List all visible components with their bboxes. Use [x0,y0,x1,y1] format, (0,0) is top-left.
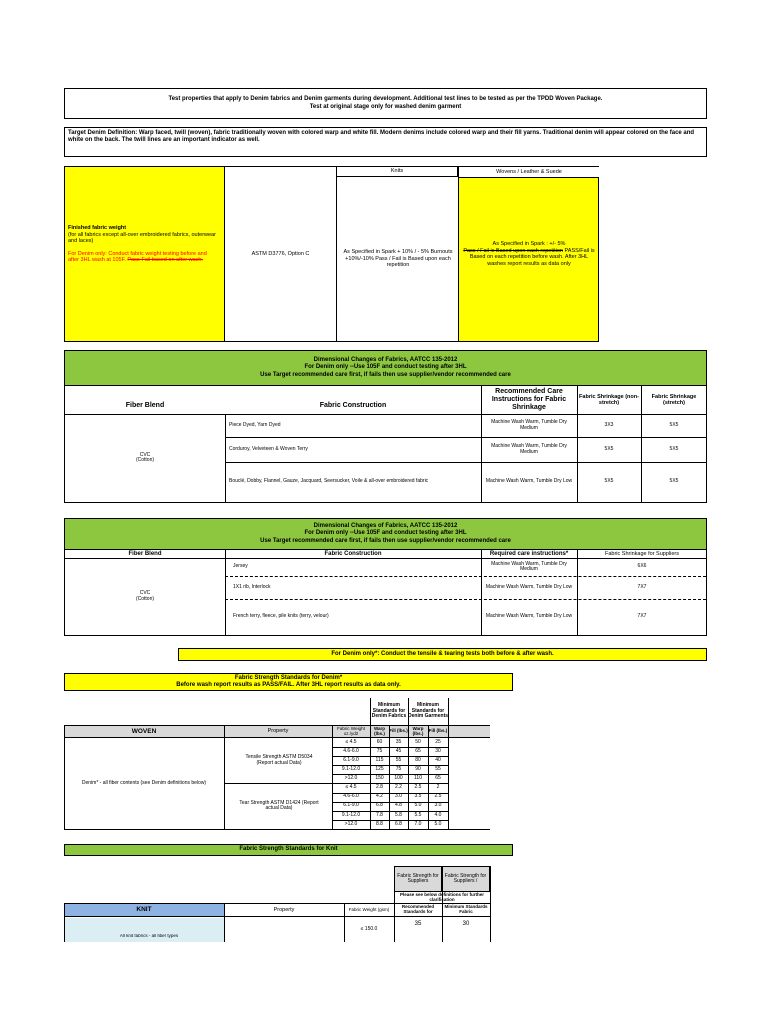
dim2-row-2-value: 7X7 [637,613,647,620]
dim1-row-0-construction: Piece Dyed, Yarn Dyed [229,421,281,428]
strength-row-8-col-2: 5.8 [395,811,402,818]
dim1-fiber-name: CVC [139,451,151,458]
dim2-h-suppliers: Fabric Shrinkage for Suppliers [605,550,679,557]
strength-row-3-col-2: 75 [395,766,402,773]
strength-row-4-col-2: 100 [394,775,403,782]
definition-text: Target Denim Definition: Warp faced, twill (woven), fabric traditionally woven with colored warp and white fill. Modern denims include colored warp and their fill yarns. Traditional denim will appear colored on the face and white on the back. The twill lines are an important indicator as well. [68,130,695,144]
dim2-row-2-care: Machine Wash Warm, Tumble Dry Low [485,613,573,620]
dim2-row-0-value: 6X6 [637,563,647,570]
dim2-title [64,518,707,550]
dim2-row-1-construction: 1X1 rib, Interlock [233,583,271,590]
knit-h-suppliers: Fabric Strength for Suppliers [394,866,442,892]
strength-row-9-col-2: 6.8 [395,820,402,827]
weight-wovens-rest: PASS/Fail is Based on each repetition before wash. After 3HL washes report results as data only [469,247,595,267]
strength-row-2-col-3: 80 [415,756,421,763]
strength-row-3-col-0: 9.1-12.0 [341,766,361,773]
strength-tear: Tear Strength ASTM D1424 (Report actual Data) [239,799,319,811]
strength-title-2: Before wash report results as PASS/FAIL. After 3HL report results as data only. [176,682,401,688]
dim1-row-1-nonstretch: 5X5 [604,445,614,452]
dim2-fiber [65,558,225,635]
strength-tensile: Tensile Strength ASTM D5034 (Report actual Data) [245,754,313,766]
weight-wovens-cell [458,167,598,341]
strength-row-5-col-1: 2.8 [376,784,383,791]
strength-table [64,698,490,830]
strength-row-4-col-0: >12.0 [344,775,358,782]
dim1-row-2-nonstretch: 5X5 [604,478,614,485]
dim1-row-0-care: Machine Wash Warm, Tumble Dry Medium [491,419,567,431]
strength-row-8-col-1: 7.8 [376,811,383,818]
knit-h-suppliers-2: Fabric Strength for Suppliers / [442,866,490,892]
strength-row-2-col-1: 115 [375,756,384,763]
dim2-row-0-care: Machine Wash Warm, Tumble Dry Medium [491,560,567,572]
dim2-table [64,550,707,636]
strength-row-3-col-3: 90 [415,766,421,773]
dim2-title-3: Use Target recommended care first, if fails then use supplier/vendor recommended care [260,537,511,544]
knit-h-weight: Fabric Weight (gsm) [348,906,390,912]
knit-title: Fabric Strength Standards for Knit [64,844,513,856]
strength-row-5-col-2: 2.2 [395,784,402,791]
knit-table [64,866,490,942]
strength-row-1-col-0: 4.6-6.0 [343,747,359,754]
strength-row-5-col-4: 2 [436,784,440,791]
strength-row-6-col-4: 2.5 [434,793,442,800]
strength-row-6-col-3: 3.5 [414,793,422,800]
dim1-row-2-stretch: 5X5 [669,478,679,485]
dim1-row-1-care: Machine Wash Warm, Tumble Dry Medium [491,443,567,455]
weight-method: ASTM D3776, Option C [225,167,337,341]
dim1-title-2: For Denim only --Use 105F and conduct testing after 3HL [304,364,467,371]
strength-row-2-col-0: 6.1-9.0 [343,756,359,763]
dim2-row-1-care: Machine Wash Warm, Tumble Dry Low [485,583,573,590]
strength-row-8-col-3: 5.5 [414,811,422,818]
strength-row-2-col-2: 55 [395,756,402,763]
dim1-title-3: Use Target recommended care first, if fails then use supplier/vendor recommended care [260,371,511,378]
dim1-h-care: Recommended Care Instructions for Fabric Shrinkage [491,388,567,411]
dim1-table [64,386,707,503]
strength-row-6-col-1: 4.2 [376,793,383,800]
dim1-row-2-construction: Bouclé, Dobby, Flannel, Gauze, Jacquard, Seersucker, Voile & all-over embroidered fabric [229,478,429,485]
weight-denim-note: For Denim only: Conduct fabric weight testing before and after 3HL wash at 105F. [68,250,207,264]
strength-row-4-col-4: 65 [435,775,441,782]
dim2-row-0-construction: Jersey [233,563,248,570]
strength-h-warp-1: Warp (lbs.) [373,725,386,736]
weight-wovens-header: Wovens / Leather & Suede [459,167,599,178]
dim2-row-1-value: 7X7 [637,583,647,590]
weight-label-cell [65,167,225,341]
strength-row-7-col-3: 5.0 [414,802,422,809]
strength-row-1-col-3: 65 [415,747,421,754]
dim2-row-2-construction: French terry, fleece, pile knits (terry, velour) [233,613,329,620]
weight-wovens-struck: Pass / Fail is Based upon each repetition [463,247,563,254]
strength-row-7-col-4: 3.0 [434,802,442,809]
strength-row-9-col-3: 7.0 [414,820,422,827]
dim1-h-nonstretch: Fabric Shrinkage (non-stretch) [579,393,639,406]
strength-row-5-col-0: ≤ 4.5 [345,784,357,791]
dim1-h-fiber: Fiber Blend [125,402,165,410]
dim2-h-construction: Fabric Construction [324,550,382,557]
header-line-1: Test properties that apply to Denim fabrics and Denim garments during development. Additional test lines to be tested as per the TPDD Woven Package. [168,96,603,103]
strength-row-1-col-1: 75 [376,747,383,754]
dim2-title-2: For Denim only --Use 105F and conduct testing after 3HL [304,530,467,537]
knit-h-min: Minimum Standards Fabric [444,904,488,914]
dim1-fiber [65,414,225,502]
strength-h-min-garments: Minimum Standards for Denim Garments [408,702,449,720]
weight-scope: (for all fabrics except all-over embroidered fabrics, outerwear and laces) [68,231,216,245]
dim1-title [64,350,707,386]
strength-h-woven: WOVEN [131,727,157,735]
dim1-title-1: Dimensional Changes of Fabrics, AATCC 135-2012 [313,357,458,364]
strength-row-0-col-4: 25 [435,738,441,745]
weight-knits-text: As Specified in Spark + 10% / - 5% Burnouts +10%/-10% Pass / Fail is Based upon each repetition [343,249,453,269]
strength-row-7-col-1: 6.8 [376,802,383,809]
strength-row-0-col-2: 35 [395,738,402,745]
strength-h-fill-1: Fill (lbs.) [389,728,408,734]
knit-h-rec: Recommended Standards for [401,904,435,914]
strength-row-0-col-3: 50 [415,738,421,745]
dim2-title-1: Dimensional Changes of Fabrics, AATCC 135-2012 [313,523,458,530]
strength-row-8-col-4: 4.0 [434,811,442,818]
knit-category: All knit fabrics - all fiber types [119,934,179,938]
strength-title-1: Fabric Strength Standards for Denim* [234,674,343,681]
weight-table [64,166,599,342]
header-line-2: Test at original stage only for washed denim garment [309,103,462,110]
denim-banner: For Denim only*: Conduct the tensile & tearing tests both before & after wash. [178,648,707,661]
denim-definition [64,127,707,157]
strength-category: Denim* - all fiber contents (see Denim definitions below) [81,779,207,786]
strength-row-7-col-2: 4.8 [395,802,402,809]
knit-row-weight: ≤ 150.0 [360,925,378,932]
dim1-row-1-stretch: 5X5 [669,445,679,452]
strength-row-1-col-2: 45 [395,747,402,754]
dim1-h-construction: Fabric Construction [319,402,387,410]
strength-h-property: Property [267,728,289,735]
strength-row-9-col-4: 5.0 [434,820,442,827]
dim1-fiber-sub: (Cotton) [135,457,155,463]
strength-row-4-col-3: 110 [414,775,422,782]
knit-h-note: Please see below definitions for further clarification [399,891,485,902]
strength-row-0-col-1: 60 [376,738,383,745]
dim2-h-care: Required care instructions* [489,550,569,557]
dim1-h-stretch: Fabric Shrinkage (stretch) [651,393,697,406]
strength-row-3-col-4: 55 [435,766,441,773]
header-box [64,88,707,119]
strength-row-4-col-1: 150 [375,775,384,782]
strength-row-3-col-1: 125 [375,766,384,773]
weight-wovens-line1: As Specified in Spark : +/- 5% [492,241,566,247]
dim2-fiber-name: CVC [139,590,151,596]
strength-h-weight: Fabric Weight oz./yd2 [337,725,365,736]
strength-h-min-fabrics: Minimum Standards for Denim Fabrics [371,702,407,720]
knit-h-property: Property [273,906,295,913]
weight-knits-header: Knits [337,167,458,177]
dim1-row-2-care: Machine Wash Warm, Tumble Dry Low [485,478,573,485]
strength-row-7-col-0: 6.1-9.0 [343,802,359,809]
dim2-h-fiber: Fiber Blend [128,550,162,557]
strength-row-5-col-3: 2.5 [414,784,422,791]
knit-row-min: 30 [462,920,470,927]
dim1-row-0-nonstretch: 3X3 [604,421,614,428]
strength-h-fill-2: Fill (lbs.) [428,728,448,734]
dim1-row-0-stretch: 5X5 [669,421,679,428]
strength-row-2-col-4: 40 [435,756,441,763]
dim1-row-1-construction: Corduroy, Velveteen & Woven Terry [229,445,308,452]
strength-row-6-col-2: 3.0 [395,793,402,800]
strength-title [64,673,513,691]
knit-h-knit: KNIT [136,906,152,914]
weight-title: Finished fabric weight [68,225,127,231]
knit-row-rec: 35 [414,920,422,927]
strength-row-9-col-1: 8.8 [376,820,383,827]
weight-denim-struck: Pass-Fail based on after wash. [127,257,203,264]
strength-row-9-col-0: >12.0 [344,820,358,827]
strength-row-0-col-0: ≤ 4.5 [345,738,357,745]
strength-row-8-col-0: 9.1-12.0 [341,811,361,818]
strength-row-1-col-4: 30 [435,747,441,754]
dim2-fiber-sub: (Cotton) [135,595,155,602]
strength-h-warp-2: Warp (lbs.) [412,725,424,736]
strength-row-6-col-0: 4.6-6.0 [343,793,359,800]
